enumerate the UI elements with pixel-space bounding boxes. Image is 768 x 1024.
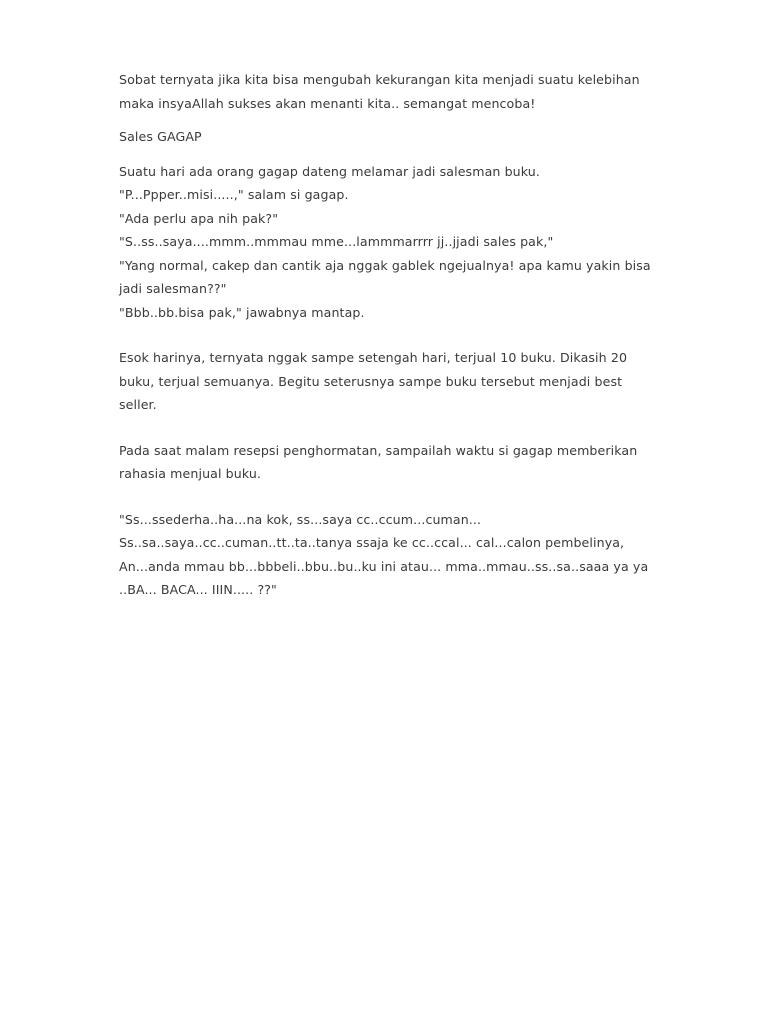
title-line: Sales GAGAP xyxy=(119,129,202,144)
text-line: Ss..sa..saya..cc..cuman..tt..ta..tanya ssaja ke cc..ccal... cal...calon pembelinya, xyxy=(119,535,625,550)
text-line: "Yang normal, cakep dan cantik aja nggak gablek ngejualnya! apa kamu yakin bisa xyxy=(119,257,651,273)
reception-paragraph xyxy=(119,439,659,486)
text-line: "P...Ppper..misi.....," salam si gagap. xyxy=(119,187,349,202)
intro-paragraph xyxy=(119,68,659,115)
text-line: maka insyaAllah sukses akan menanti kita.. semangat mencoba! xyxy=(119,95,536,111)
text-line: Sobat ternyata jika kita bisa mengubah kekurangan kita menjadi suatu kelebihan xyxy=(119,72,640,87)
next-day-paragraph xyxy=(119,346,659,417)
story-title xyxy=(119,125,659,149)
text-line: "Ada perlu apa nih pak?" xyxy=(119,210,279,226)
text-line: "S..ss..saya....mmm..mmmau mme...lammmarrrr jj..jjadi sales pak," xyxy=(119,234,554,249)
text-line: seller. xyxy=(119,397,157,412)
text-line: An...anda mmau bb...bbbeli..bbu..bu..ku ini atau... mma..mmau..ss..sa..saaa ya ya xyxy=(119,558,649,574)
text-line: Esok harinya, ternyata nggak sampe setengah hari, terjual 10 buku. Dikasih 20 xyxy=(119,350,628,365)
text-line: rahasia menjual buku. xyxy=(119,466,262,481)
story-paragraph xyxy=(119,160,659,325)
secret-paragraph xyxy=(119,508,659,602)
text-line: "Bbb..bb.bisa pak," jawabnya mantap. xyxy=(119,304,365,320)
text-line: Suatu hari ada orang gagap dateng melamar jadi salesman buku. xyxy=(119,163,540,179)
text-line: Pada saat malam resepsi penghormatan, sampailah waktu si gagap memberikan xyxy=(119,442,638,458)
document-body xyxy=(119,68,659,602)
text-line: buku, terjual semuanya. Begitu seterusnya sampe buku tersebut menjadi best xyxy=(119,373,623,389)
text-line: "Ss...ssederha..ha...na kok, ss...saya cc..ccum...cuman... xyxy=(119,511,482,527)
text-line: jadi salesman??" xyxy=(119,281,227,296)
text-line: ..BA... BACA... IIIN..... ??" xyxy=(119,582,277,597)
